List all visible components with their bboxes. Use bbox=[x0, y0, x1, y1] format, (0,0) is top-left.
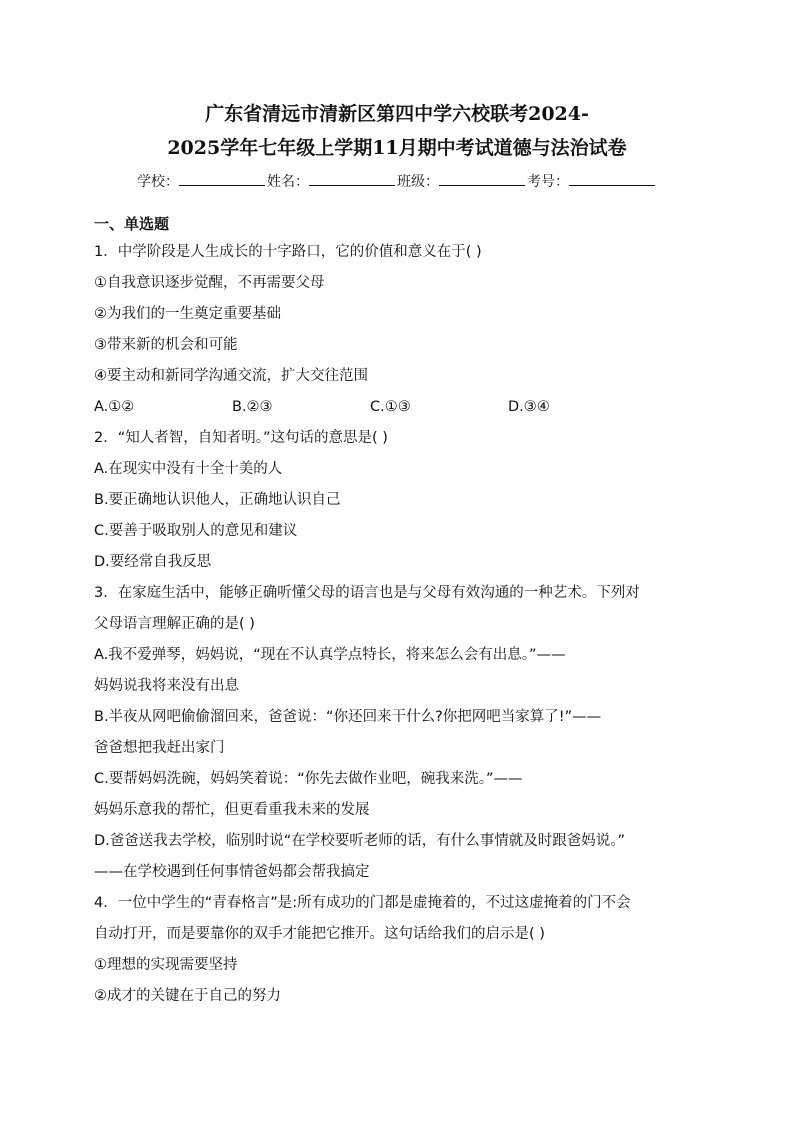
exam-title-line-2: 2025学年七年级上学期11月期中考试道德与法治试卷 bbox=[167, 137, 627, 159]
class-field bbox=[397, 170, 527, 193]
question-list bbox=[94, 212, 704, 1012]
question-2-option-b: B.要正确地认识他人，正确地认识自己 bbox=[94, 492, 341, 508]
class-label: 班级： bbox=[397, 174, 439, 190]
question-1-item-3: ③带来新的机会和可能 bbox=[94, 337, 238, 353]
section-heading: 一、单选题 bbox=[94, 215, 170, 233]
name-blank bbox=[309, 170, 395, 186]
question-1-item-1: ①自我意识逐步觉醒，不再需要父母 bbox=[94, 275, 325, 291]
question-1-options bbox=[94, 392, 704, 423]
student-info-row bbox=[0, 170, 794, 193]
question-2-option-d: D.要经常自我反思 bbox=[94, 554, 212, 570]
question-2-stem: 2．“知人者智，自知者明。”这句话的意思是( ) bbox=[94, 430, 388, 446]
exam-number-field bbox=[527, 170, 657, 193]
question-1-option-b: B.②③ bbox=[232, 399, 273, 415]
question-3-option-c: C.要帮妈妈洗碗，妈妈笑着说：“你先去做作业吧，碗我来洗。”—— bbox=[94, 771, 523, 787]
name-label: 姓名： bbox=[267, 174, 309, 190]
question-3-stem-line-2: 父母语言理解正确的是( ) bbox=[94, 616, 255, 632]
school-field bbox=[137, 170, 267, 193]
question-1-option-c: C.①③ bbox=[370, 399, 411, 415]
question-4-stem-line-2: 自动打开，而是要靠你的双手才能把它推开。这句话给我们的启示是( ) bbox=[94, 926, 545, 942]
exam-title-line-1: 广东省清远市清新区第四中学六校联考2024- bbox=[205, 103, 589, 125]
question-1-item-4: ④要主动和新同学沟通交流，扩大交往范围 bbox=[94, 368, 368, 384]
question-3-option-c-cont: 妈妈乐意我的帮忙，但更看重我未来的发展 bbox=[94, 802, 370, 818]
school-label: 学校： bbox=[137, 174, 179, 190]
question-1-stem: 1．中学阶段是人生成长的十字路口，它的价值和意义在于( ) bbox=[94, 244, 482, 260]
name-field bbox=[267, 170, 397, 193]
question-3-stem-line-1: 3．在家庭生活中，能够正确听懂父母的语言也是与父母有效沟通的一种艺术。下列对 bbox=[94, 585, 640, 601]
question-4-stem-line-1: 4．一位中学生的“青春格言”是:所有成功的门都是虚掩着的，不过这虚掩着的门不会 bbox=[94, 895, 631, 911]
school-blank bbox=[179, 170, 265, 186]
question-2-option-c: C.要善于吸取别人的意见和建议 bbox=[94, 523, 298, 539]
question-3-option-b: B.半夜从网吧偷偷溜回来，爸爸说：“你还回来干什么?你把网吧当家算了!”—— bbox=[94, 709, 602, 725]
class-blank bbox=[439, 170, 525, 186]
question-3-option-d: D.爸爸送我去学校，临别时说“在学校要听老师的话，有什么事情就及时跟爸妈说。” bbox=[94, 833, 626, 849]
question-2-option-a: A.在现实中没有十全十美的人 bbox=[94, 461, 283, 477]
question-1-option-a: A.①② bbox=[94, 399, 135, 415]
question-1-item-2: ②为我们的一生奠定重要基础 bbox=[94, 306, 281, 322]
question-3-option-a: A.我不爱弹琴，妈妈说，“现在不认真学点特长，将来怎么会有出息。”—— bbox=[94, 647, 566, 663]
question-3-option-a-cont: 妈妈说我将来没有出息 bbox=[94, 678, 239, 694]
question-3-option-d-cont: ——在学校遇到任何事情爸妈都会帮我搞定 bbox=[94, 864, 370, 880]
question-4-item-2: ②成才的关键在于自己的努力 bbox=[94, 988, 281, 1004]
question-1-option-d: D.③④ bbox=[508, 399, 550, 415]
exam-number-blank bbox=[569, 170, 655, 186]
exam-number-label: 考号： bbox=[527, 174, 569, 190]
question-4-item-1: ①理想的实现需要坚持 bbox=[94, 957, 238, 973]
question-3-option-b-cont: 爸爸想把我赶出家门 bbox=[94, 740, 225, 756]
